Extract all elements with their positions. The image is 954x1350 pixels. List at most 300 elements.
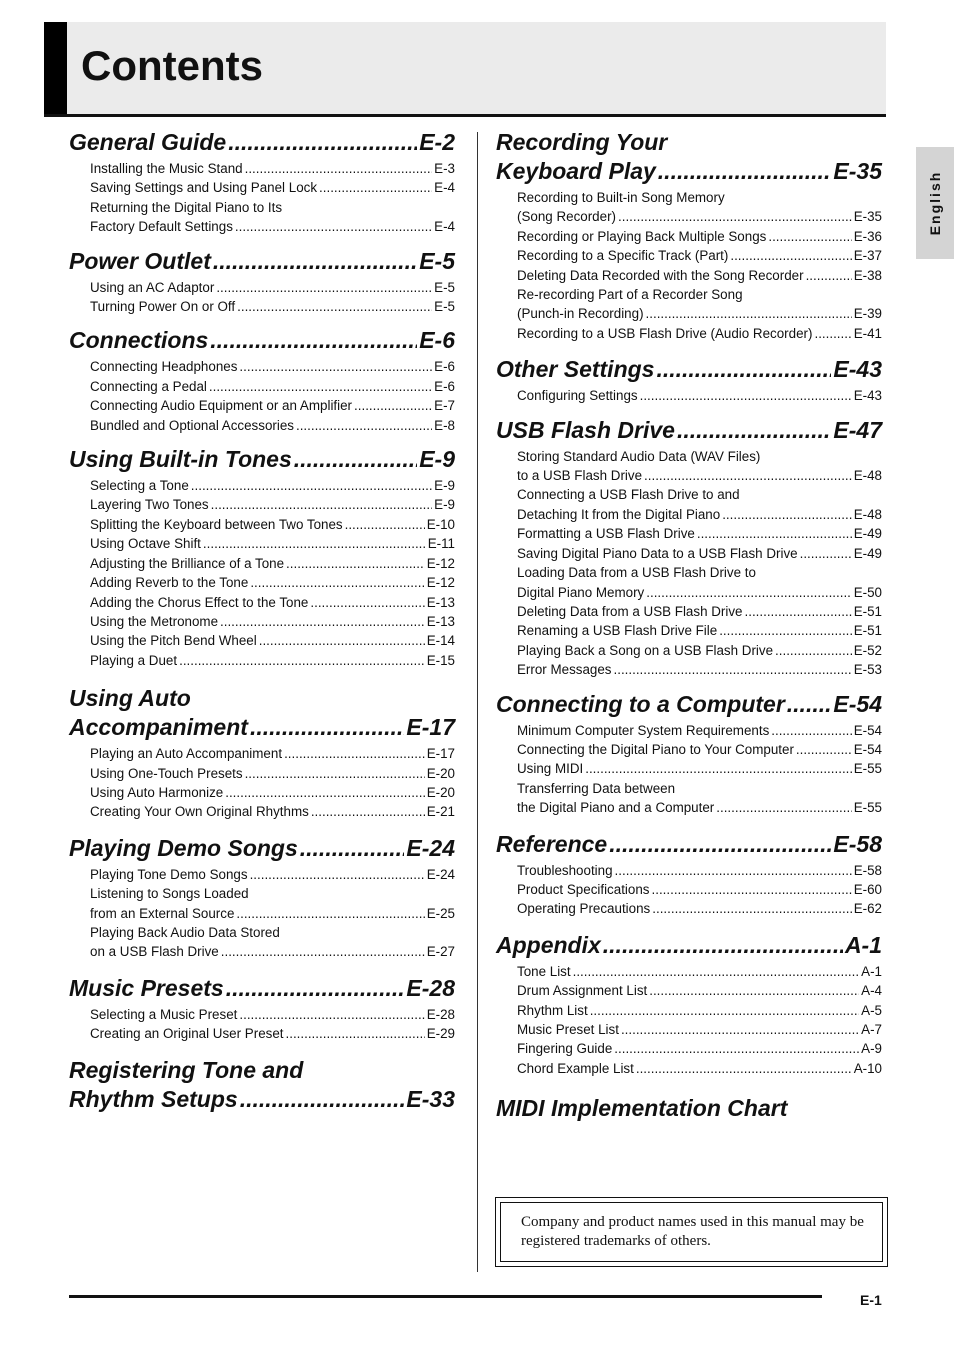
entry-list [496, 960, 882, 1078]
entry-page: E-54 [853, 741, 882, 757]
toc-entry[interactable] [517, 861, 882, 880]
entry-page: E-20 [426, 765, 455, 781]
dot-leader [203, 534, 426, 553]
dot-leader [213, 247, 417, 276]
toc-entry[interactable] [90, 159, 455, 178]
dot-leader [697, 524, 852, 543]
language-tab [916, 147, 954, 259]
entry-title-line1: Loading Data from a USB Flash Drive to [517, 565, 756, 581]
toc-entry[interactable] [90, 631, 455, 650]
section-page: E-35 [833, 158, 882, 184]
section-title: Playing Demo Songs [69, 834, 298, 861]
entry-page: E-39 [853, 306, 882, 322]
entry-title: Saving Digital Piano Data to a USB Flash Drive [517, 545, 798, 561]
toc-section [69, 326, 455, 435]
section-title: Other Settings [496, 356, 655, 383]
toc-section [496, 1094, 882, 1123]
entry-title: Product Specifications [517, 881, 650, 897]
entry-row [90, 593, 455, 612]
toc-entry[interactable] [90, 744, 455, 763]
entry-row [517, 266, 882, 285]
dot-leader [245, 764, 425, 783]
dot-leader [618, 207, 852, 226]
entry-title-line1: Transferring Data between [517, 780, 676, 796]
entry-page: E-38 [853, 267, 882, 283]
entry-page: E-51 [853, 623, 882, 639]
dot-leader [300, 834, 405, 863]
entry-page: E-53 [853, 662, 882, 678]
section-title-link[interactable] [496, 355, 882, 384]
toc-entry[interactable] [517, 660, 882, 679]
toc-entry[interactable] [517, 246, 882, 265]
section-page: E-9 [419, 446, 455, 473]
entry-title: Formatting a USB Flash Drive [517, 526, 695, 542]
entry-row [90, 764, 455, 783]
dot-leader [719, 621, 852, 640]
entry-row [90, 159, 455, 178]
section-title-line1: Registering Tone and [69, 1056, 304, 1083]
entry-title: Selecting a Tone [90, 478, 189, 494]
toc-section [496, 355, 882, 405]
entry-title: Detaching It from the Digital Piano [517, 506, 721, 522]
section-title: USB Flash Drive [496, 416, 675, 443]
entry-page: E-4 [434, 180, 455, 196]
toc-section [496, 690, 882, 818]
entry-page: E-49 [853, 545, 882, 561]
entry-page: E-10 [426, 516, 455, 532]
section-page: E-28 [406, 974, 455, 1001]
entry-page: E-43 [853, 388, 882, 404]
entry-page: E-12 [426, 575, 455, 591]
dot-leader [658, 157, 832, 186]
entry-row [517, 641, 882, 660]
toc-left-column [69, 128, 455, 1114]
entry-page: E-54 [853, 722, 882, 738]
entry-page: E-3 [434, 161, 455, 176]
toc-section [69, 974, 455, 1044]
toc-entry[interactable] [517, 779, 882, 818]
entry-row [90, 217, 455, 236]
dot-leader [250, 573, 424, 592]
toc-section [496, 128, 882, 343]
entry-row [90, 476, 455, 495]
section-title: Keyboard Play [496, 158, 656, 184]
entry-row [90, 515, 455, 534]
entry-page: E-51 [853, 603, 882, 619]
section-page: E-43 [833, 356, 882, 383]
dot-leader [294, 445, 417, 474]
entry-page: A-10 [853, 1060, 882, 1076]
toc-entry[interactable] [517, 386, 882, 405]
entry-title: Creating Your Own Original Rhythms [90, 804, 309, 820]
dot-leader [585, 759, 851, 778]
toc-right-column [496, 128, 882, 1123]
dot-leader [656, 355, 831, 384]
toc-entry[interactable] [90, 416, 455, 435]
toc-entry[interactable] [517, 563, 882, 602]
entry-title: Playing Tone Demo Songs [90, 866, 248, 882]
dot-leader [225, 783, 424, 802]
toc-entry[interactable] [90, 1005, 455, 1024]
entry-title: (Punch-in Recording) [517, 306, 644, 322]
entry-title: Recording to a USB Flash Drive (Audio Recorder) [517, 325, 813, 341]
entry-title-line1: Connecting a USB Flash Drive to and [517, 487, 740, 503]
section-title-line1: Recording Your [496, 129, 668, 155]
dot-leader [210, 326, 417, 355]
entry-page: E-41 [853, 325, 882, 341]
entry-page: E-24 [426, 866, 455, 882]
toc-entry[interactable] [90, 476, 455, 495]
entry-page: E-9 [434, 478, 455, 494]
entry-page: E-60 [853, 881, 882, 897]
entry-title: Drum Assignment List [517, 983, 648, 999]
toc-section [496, 931, 882, 1078]
entry-page: E-21 [426, 804, 455, 820]
dot-leader [652, 899, 851, 918]
entry-row [517, 981, 882, 1000]
toc-entry[interactable] [90, 515, 455, 534]
entry-title: Using Auto Harmonize [90, 784, 224, 800]
section-title: Accompaniment [69, 714, 248, 741]
dot-leader [239, 1005, 424, 1024]
dot-leader [716, 798, 851, 817]
entry-row [90, 783, 455, 802]
dot-leader [250, 865, 425, 884]
entry-row [90, 651, 455, 670]
section-title: MIDI Implementation Chart [496, 1095, 788, 1122]
toc-entry[interactable] [517, 880, 882, 899]
section-title-link[interactable] [496, 1094, 882, 1123]
entry-title: Minimum Computer System Requirements [517, 722, 770, 738]
entry-title: Factory Default Settings [90, 219, 233, 235]
toc-entry[interactable] [517, 602, 882, 621]
dot-leader [209, 377, 432, 396]
entry-title: Turning Power On or Off [90, 299, 236, 315]
entry-title: Splitting the Keyboard between Two Tones [90, 516, 343, 532]
toc-entry[interactable] [90, 764, 455, 783]
section-title: General Guide [69, 129, 227, 155]
section-title-link[interactable] [69, 713, 455, 742]
entry-page: E-55 [853, 800, 882, 816]
section-title-link[interactable] [69, 128, 455, 157]
toc-entry[interactable] [90, 573, 455, 592]
dot-leader [771, 721, 851, 740]
entry-row [517, 759, 882, 778]
section-page: E-5 [419, 247, 455, 274]
entry-row [90, 865, 455, 884]
dot-leader [677, 416, 831, 445]
toc-entry[interactable] [90, 651, 455, 670]
toc-entry[interactable] [517, 447, 882, 486]
dot-leader [310, 593, 424, 612]
toc-entry[interactable] [517, 962, 882, 981]
entry-title: Fingering Guide [517, 1041, 613, 1057]
entry-page: E-9 [434, 497, 455, 513]
entry-row [517, 899, 882, 918]
entry-page: E-49 [853, 526, 882, 542]
entry-title: Adjusting the Brilliance of a Tone [90, 555, 285, 571]
toc-entry[interactable] [517, 981, 882, 1000]
entry-row [517, 1039, 882, 1058]
section-title: Appendix [496, 931, 601, 958]
entry-row [90, 377, 455, 396]
dot-leader [239, 357, 432, 376]
toc-entry[interactable] [517, 740, 882, 759]
section-title-link[interactable] [69, 326, 455, 355]
page-number: E-1 [860, 1292, 882, 1308]
toc-section [496, 416, 882, 680]
entry-page: E-13 [426, 613, 455, 629]
dot-leader [636, 1059, 852, 1078]
section-title-line1: Using Auto [69, 685, 191, 712]
entry-row [517, 880, 882, 899]
entry-title: Playing Back a Song on a USB Flash Drive [517, 642, 774, 658]
entry-row [517, 798, 882, 817]
entry-list [496, 859, 882, 919]
entry-title: Selecting a Music Preset [90, 1006, 238, 1022]
section-title-link[interactable] [69, 445, 455, 474]
section-page: E-24 [406, 834, 455, 861]
dot-leader [240, 1085, 405, 1114]
entry-row [90, 297, 455, 316]
dot-leader [615, 861, 852, 880]
toc-entry[interactable] [517, 324, 882, 343]
notice-text: Company and product names used in this manual may be registered trademarks of others. [521, 1214, 864, 1249]
toc-entry[interactable] [517, 227, 882, 246]
entry-page: E-25 [426, 905, 455, 921]
entry-title: Recording to a Specific Track (Part) [517, 248, 729, 264]
entry-title: to a USB Flash Drive [517, 468, 643, 484]
dot-leader [646, 304, 852, 323]
dot-leader [722, 505, 852, 524]
entry-title: the Digital Piano and a Computer [517, 800, 715, 816]
entry-page: A-4 [861, 983, 882, 999]
toc-entry[interactable] [90, 923, 455, 962]
toc-section [496, 830, 882, 919]
entry-row [90, 573, 455, 592]
toc-entry[interactable] [517, 899, 882, 918]
toc-entry[interactable] [517, 266, 882, 285]
entry-title: Adding the Chorus Effect to the Tone [90, 594, 309, 610]
section-title: Power Outlet [69, 247, 211, 274]
entry-row [517, 1020, 882, 1039]
entry-row [90, 534, 455, 553]
entry-title: (Song Recorder) [517, 209, 616, 225]
entry-row [517, 505, 882, 524]
dot-leader [614, 660, 852, 679]
entry-row [90, 744, 455, 763]
section-title: Connecting to a Computer [496, 690, 785, 717]
entry-title: Troubleshooting [517, 862, 613, 878]
dot-leader [211, 495, 433, 514]
entry-title-line1: Playing Back Audio Data Stored [90, 924, 280, 940]
section-title-link[interactable] [69, 974, 455, 1003]
toc-entry[interactable] [517, 1020, 882, 1039]
entry-row [90, 1024, 455, 1043]
toc-entry[interactable] [90, 554, 455, 573]
entry-title: from an External Source [90, 905, 235, 921]
entry-title: Deleting Data Recorded with the Song Recorder [517, 267, 804, 283]
dot-leader [236, 904, 424, 923]
entry-page: E-13 [426, 594, 455, 610]
entry-page: E-17 [426, 746, 455, 762]
entry-page: E-20 [426, 784, 455, 800]
section-title-link[interactable] [496, 690, 882, 719]
toc-entry[interactable] [90, 783, 455, 802]
entry-title: Using the Metronome [90, 613, 219, 629]
entry-title: Using One-Touch Presets [90, 765, 243, 781]
toc-section [69, 1056, 455, 1114]
entry-page: E-12 [426, 555, 455, 571]
entry-page: E-36 [853, 228, 882, 244]
dot-leader [221, 942, 425, 961]
toc-entry[interactable] [90, 593, 455, 612]
entry-list [69, 742, 455, 822]
language-tab-label: English [927, 170, 943, 236]
section-page: E-33 [406, 1085, 455, 1112]
section-title-link[interactable] [496, 416, 882, 445]
entry-list [69, 474, 455, 670]
section-page: E-54 [833, 690, 882, 717]
entry-list [69, 276, 455, 317]
toc-entry[interactable] [90, 198, 455, 237]
section-title-link[interactable] [496, 830, 882, 859]
dot-leader [646, 583, 851, 602]
entry-page: E-4 [434, 219, 455, 235]
toc-entry[interactable] [517, 544, 882, 563]
entry-row [517, 246, 882, 265]
entry-title: Configuring Settings [517, 388, 638, 404]
dot-leader [590, 1001, 859, 1020]
toc-entry[interactable] [517, 485, 882, 524]
entry-title: Installing the Music Stand [90, 161, 243, 176]
toc-entry[interactable] [90, 534, 455, 553]
entry-title: Digital Piano Memory [517, 584, 645, 600]
toc-entry[interactable] [90, 396, 455, 415]
toc-entry[interactable] [517, 641, 882, 660]
entry-title: Connecting the Digital Piano to Your Computer [517, 741, 794, 757]
toc-entry[interactable] [517, 1059, 882, 1078]
section-title-link[interactable] [496, 931, 882, 960]
entry-title-line1: Re-recording Part of a Recorder Song [517, 287, 743, 303]
entry-row [517, 304, 882, 323]
header-banner [44, 22, 886, 117]
dot-leader [191, 476, 432, 495]
entry-title: Tone List [517, 963, 571, 979]
section-title: Using Built-in Tones [69, 446, 292, 473]
entry-list [496, 445, 882, 680]
dot-leader [640, 386, 852, 405]
entry-page: E-11 [427, 536, 455, 552]
entry-row [517, 324, 882, 343]
entry-row [517, 660, 882, 679]
entry-title-line1: Listening to Songs Loaded [90, 886, 249, 902]
section-page: E-47 [833, 416, 882, 443]
entry-title: Saving Settings and Using Panel Lock [90, 180, 318, 196]
dot-leader [614, 1039, 859, 1058]
entry-page: E-6 [434, 359, 455, 375]
toc-entry[interactable] [90, 495, 455, 514]
entry-row [517, 721, 882, 740]
toc-entry[interactable] [517, 759, 882, 778]
toc-section [69, 247, 455, 317]
entry-title: Renaming a USB Flash Drive File [517, 623, 718, 639]
section-title-link[interactable] [69, 1085, 455, 1114]
toc-entry[interactable] [90, 357, 455, 376]
dot-leader [226, 974, 405, 1003]
dot-leader [345, 515, 425, 534]
toc-entry[interactable] [517, 1039, 882, 1058]
entry-row [90, 904, 455, 923]
toc-entry[interactable] [90, 377, 455, 396]
entry-title: Connecting a Pedal [90, 378, 207, 394]
dot-leader [800, 544, 852, 563]
section-title-link[interactable] [69, 834, 455, 863]
entry-title: Creating an Original User Preset [90, 1026, 284, 1042]
toc-entry[interactable] [90, 1024, 455, 1043]
dot-leader [573, 962, 860, 981]
entry-row [90, 178, 455, 197]
dot-leader [609, 830, 831, 859]
section-page: A-1 [844, 931, 882, 958]
entry-page: E-28 [426, 1006, 455, 1022]
dot-leader [814, 324, 851, 343]
dot-leader [220, 612, 425, 631]
entry-title: Layering Two Tones [90, 497, 209, 513]
entry-row [517, 962, 882, 981]
toc-entry[interactable] [90, 278, 455, 297]
toc-entry[interactable] [90, 802, 455, 821]
entry-row [517, 386, 882, 405]
toc-entry[interactable] [90, 178, 455, 197]
entry-row [90, 416, 455, 435]
toc-entry[interactable] [517, 285, 882, 324]
toc-entry[interactable] [90, 612, 455, 631]
entry-title: on a USB Flash Drive [90, 944, 219, 960]
toc-entry[interactable] [90, 865, 455, 884]
entry-page: A-9 [861, 1041, 882, 1057]
entry-page: E-7 [434, 398, 455, 414]
entry-title: Operating Precautions [517, 901, 651, 917]
toc-entry[interactable] [517, 621, 882, 640]
toc-entry[interactable] [517, 721, 882, 740]
section-page: E-6 [419, 327, 455, 354]
entry-title: Connecting Headphones [90, 359, 238, 375]
entry-page: E-55 [853, 761, 882, 777]
section-page: E-17 [406, 714, 455, 741]
entry-page: E-37 [853, 248, 882, 264]
dot-leader [745, 602, 852, 621]
entry-row [517, 1001, 882, 1020]
toc-entry[interactable] [90, 884, 455, 923]
dot-leader [179, 651, 425, 670]
toc-entry[interactable] [517, 188, 882, 227]
section-title-link[interactable] [496, 157, 882, 186]
section-page: E-58 [833, 830, 882, 857]
dot-leader [603, 931, 843, 960]
toc-entry[interactable] [517, 524, 882, 543]
section-title-link[interactable] [69, 247, 455, 276]
entry-list [496, 719, 882, 818]
toc-entry[interactable] [517, 1001, 882, 1020]
entry-page: E-48 [853, 468, 882, 484]
toc-section [69, 128, 455, 237]
entry-row [90, 631, 455, 650]
entry-row [517, 1059, 882, 1078]
entry-title: Error Messages [517, 662, 612, 678]
entry-page: A-5 [861, 1002, 882, 1018]
toc-entry[interactable] [90, 297, 455, 316]
